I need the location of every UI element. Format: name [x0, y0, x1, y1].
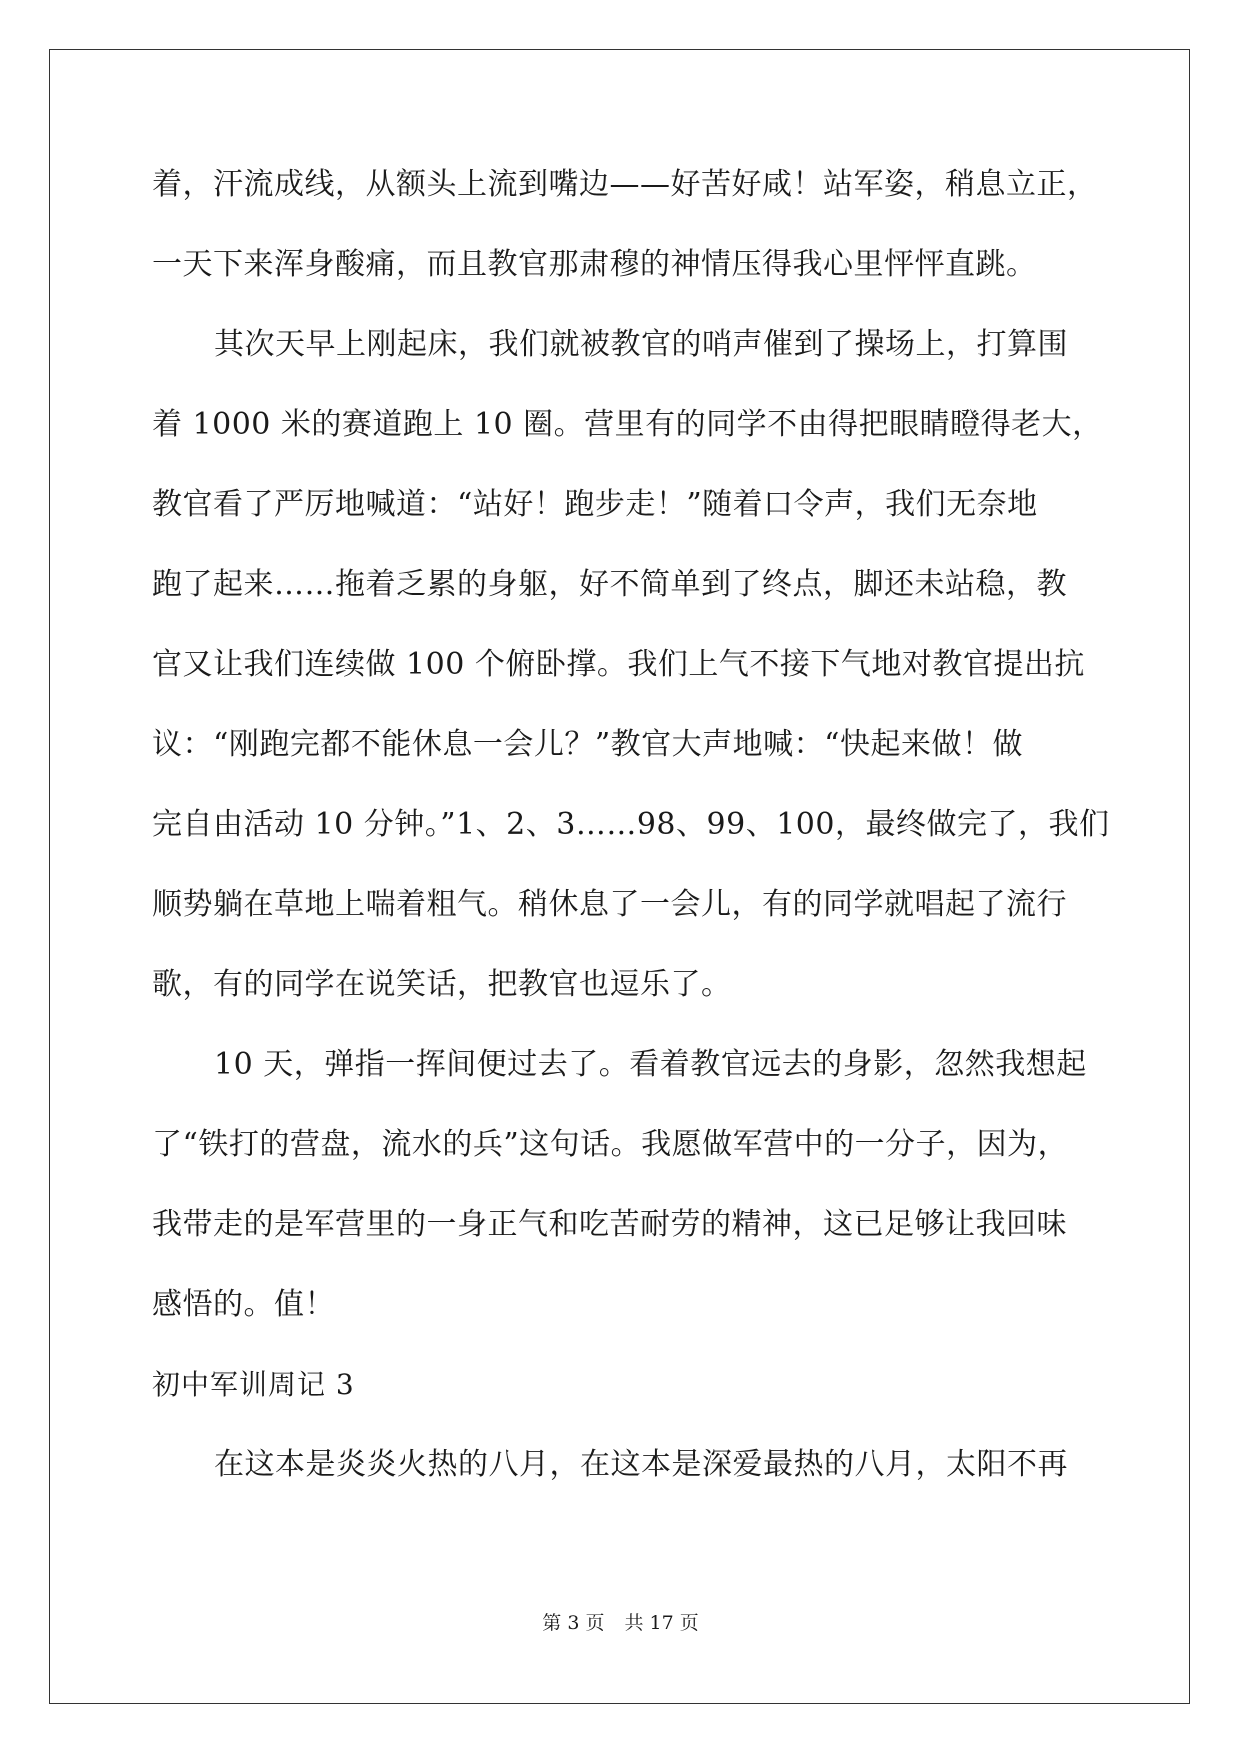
text-line: 歌，有的同学在说笑话，把教官也逗乐了。 — [152, 967, 732, 1002]
document-body — [152, 165, 1110, 1525]
text-line: 着，汗流成线，从额头上流到嘴边——好苦好咸！站军姿，稍息立正， — [152, 167, 1098, 202]
page-footer — [0, 1611, 1241, 1635]
text-line: 了“铁打的营盘，流水的兵”这句话。我愿做军营中的一分子，因为， — [152, 1127, 1069, 1162]
text-line: 官又让我们连续做 100 个俯卧撑。我们上气不接下气地对教官提出抗 — [152, 647, 1085, 682]
text-line: 着 1000 米的赛道跑上 10 圈。营里有的同学不由得把眼睛瞪得老大， — [152, 407, 1103, 442]
section-heading: 初中军训周记 3 — [152, 1368, 355, 1401]
text-line: 感悟的。值！ — [152, 1287, 335, 1322]
page-total: 共 17 页 — [624, 1612, 699, 1634]
text-line: 我带走的是军营里的一身正气和吃苦耐劳的精神，这已足够让我回味 — [152, 1207, 1067, 1242]
text-line: 完自由活动 10 分钟。”1、2、3……98、99、100，最终做完了，我们 — [152, 807, 1110, 842]
paragraph-start-line: 10 天，弹指一挥间便过去了。看着教官远去的身影，忽然我想起 — [214, 1047, 1087, 1082]
paragraph-start-line: 其次天早上刚起床，我们就被教官的哨声催到了操场上，打算围 — [214, 327, 1068, 362]
page-number: 第 3 页 — [542, 1612, 605, 1634]
text-line: 顺势躺在草地上喘着粗气。稍休息了一会儿，有的同学就唱起了流行 — [152, 887, 1067, 922]
text-line: 跑了起来……拖着乏累的身躯，好不简单到了终点，脚还未站稳，教 — [152, 567, 1067, 602]
text-line: 一天下来浑身酸痛，而且教官那肃穆的神情压得我心里怦怦直跳。 — [152, 247, 1037, 282]
text-line: 议：“刚跑完都不能休息一会儿？”教官大声地喊：“快起来做！做 — [152, 727, 1024, 762]
text-line: 教官看了严厉地喊道：“站好！跑步走！”随着口令声，我们无奈地 — [152, 487, 1038, 522]
paragraph-start-line: 在这本是炎炎火热的八月，在这本是深爱最热的八月，太阳不再 — [214, 1447, 1068, 1482]
